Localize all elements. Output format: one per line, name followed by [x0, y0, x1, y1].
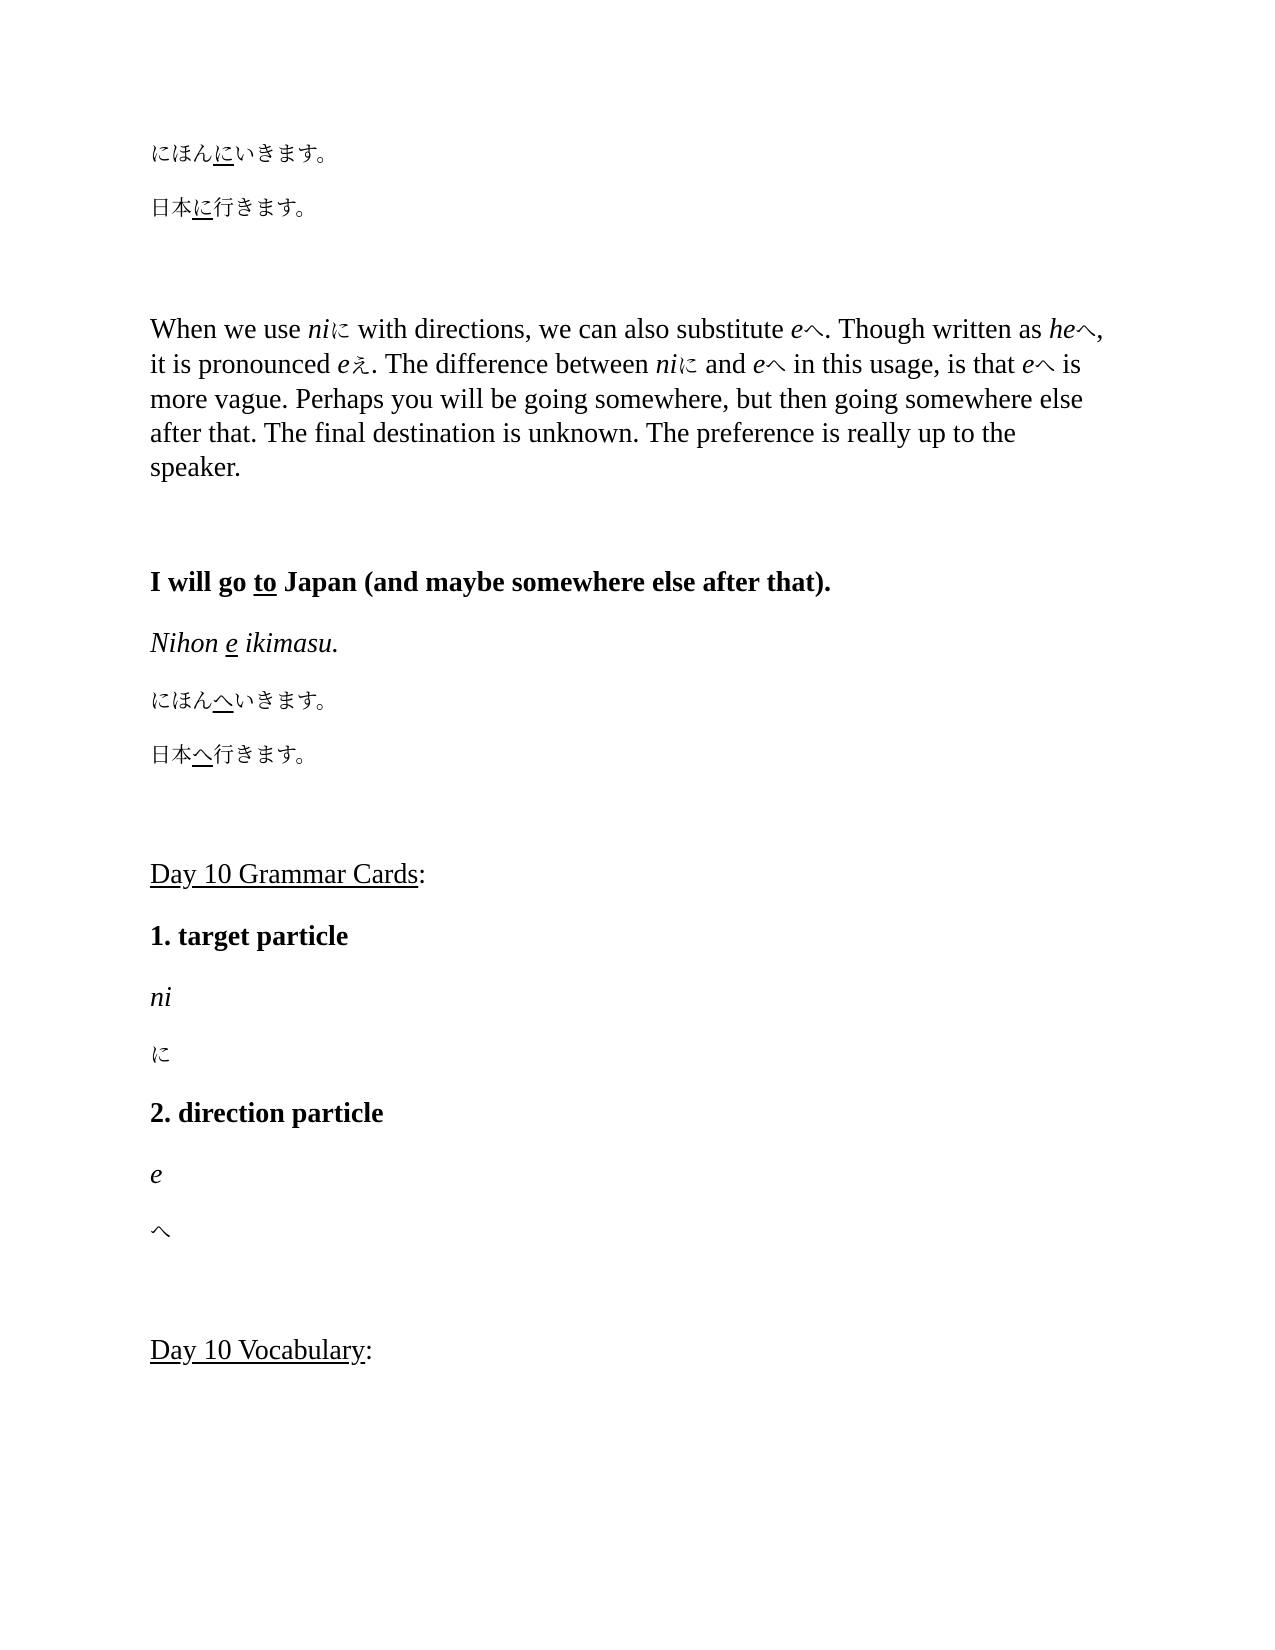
example2-english-particle: to	[253, 567, 277, 598]
paragraph-text: is more vague. Perhaps you will be going somewhere, but then going somewhere else after that. The final destination is unknown. The preference is really up to the speaker.	[150, 349, 1084, 483]
he-kana: へ	[1075, 319, 1097, 343]
he-romaji: he	[1048, 314, 1076, 345]
grammar-card1-title: 1. target particle	[150, 921, 349, 952]
e-kana: へ	[765, 354, 787, 378]
ni-kana: に	[677, 354, 699, 378]
e-pronunciation-kana: え	[349, 354, 371, 378]
example1-kanji-particle: に	[192, 196, 213, 220]
ni-kana: に	[329, 319, 351, 343]
grammar-card2-romaji: e	[150, 1159, 163, 1190]
e-romaji: e	[752, 349, 766, 380]
paragraph-text: with directions, we can also substitute	[350, 314, 791, 345]
paragraph-text: in this usage, is that	[786, 349, 1022, 380]
paragraph-text: When we use	[150, 314, 308, 345]
grammar-cards-heading	[150, 858, 426, 892]
paragraph-text: . Though written as	[824, 314, 1049, 345]
example1-kanji-pre: 日本	[150, 196, 192, 220]
vocabulary-heading-text: Day 10 Vocabulary	[150, 1335, 366, 1366]
vocabulary-heading-colon: :	[365, 1335, 373, 1366]
grammar-card2-kana: へ	[150, 1220, 171, 1244]
example2-kanji-post: 行きます。	[213, 743, 317, 767]
grammar-card1-romaji: ni	[150, 982, 172, 1013]
ni-romaji: ni	[307, 314, 330, 345]
example1-kana-pre: にほん	[150, 142, 213, 166]
example2-kana-pre: にほん	[150, 689, 213, 713]
example2-kana-post: いきます。	[233, 689, 337, 713]
example2-kanji-line	[150, 741, 316, 769]
example2-romaji-post: ikimasu.	[237, 628, 340, 659]
example2-kana-particle: へ	[212, 689, 234, 713]
paragraph-text: and	[698, 349, 753, 380]
example1-kana-post: いきます。	[234, 142, 338, 166]
grammar-cards-heading-text: Day 10 Grammar Cards	[150, 859, 419, 890]
grammar-cards-heading-colon: :	[418, 859, 427, 890]
e-romaji: e	[790, 314, 804, 345]
vocabulary-heading	[150, 1334, 373, 1368]
example2-english-pre: I will go	[150, 567, 254, 598]
e-kana: へ	[803, 319, 825, 343]
example2-romaji-particle: e	[225, 628, 238, 659]
ni-romaji: ni	[655, 349, 678, 380]
e-romaji: e	[1021, 349, 1035, 380]
document-page	[150, 0, 1110, 1650]
example2-romaji-line	[150, 627, 339, 661]
e-kana: へ	[1034, 354, 1056, 378]
example2-english-line	[150, 566, 831, 600]
example1-kanji-post: 行きます。	[213, 196, 317, 220]
paragraph-text: . The difference between	[370, 349, 656, 380]
e-romaji: e	[337, 349, 350, 380]
explanation-paragraph	[150, 313, 1110, 485]
example2-kana-line	[150, 687, 337, 715]
example2-kanji-particle: へ	[192, 743, 213, 767]
grammar-card2-title: 2. direction particle	[150, 1098, 384, 1129]
example1-kana-line	[150, 140, 337, 168]
example1-kana-particle: に	[213, 142, 234, 166]
example2-romaji-pre: Nihon	[150, 628, 226, 659]
paragraph-text: , it is pronounced	[150, 314, 1104, 380]
example2-english-post: Japan (and maybe somewhere else after that).	[276, 567, 832, 598]
grammar-card1-kana: に	[150, 1043, 171, 1067]
example2-kanji-pre: 日本	[150, 743, 192, 767]
example1-kanji-line	[150, 194, 316, 222]
